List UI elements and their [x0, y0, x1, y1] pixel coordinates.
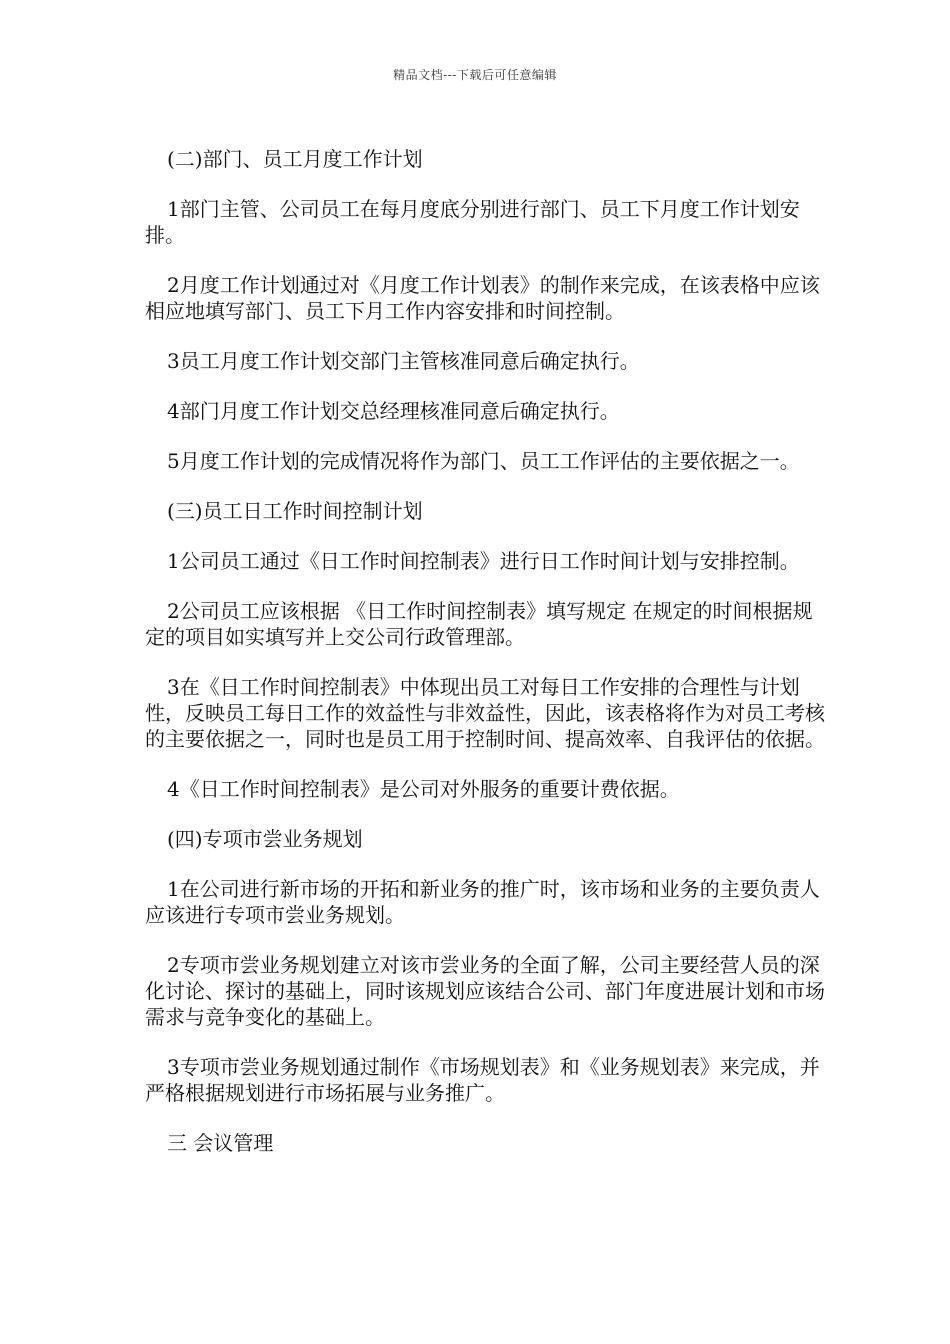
page-header: 精品文档---下载后可任意编辑	[393, 68, 557, 82]
paragraph: 1部门主管、公司员工在每月度底分别进行部门、员工下月度工作计划安排。	[145, 197, 800, 247]
section-heading: (四)专项市尝业务规划	[167, 827, 363, 851]
paragraph: 3专项市尝业务规划通过制作《市场规划表》和《业务规划表》来完成，并严格根据规划进行市场拓展与业务推广。	[145, 1055, 820, 1105]
paragraph: 3员工月度工作计划交部门主管核准同意后确定执行。	[167, 349, 640, 373]
section-heading: 三 会议管理	[167, 1131, 274, 1155]
paragraph: 2专项市尝业务规划建立对该市尝业务的全面了解，公司主要经营人员的深化讨论、探讨的基础上，同时该规划应该结合公司、部门年度进展计划和市场需求与竞争变化的基础上。	[145, 953, 825, 1029]
paragraph: 4部门月度工作计划交总经理核准同意后确定执行。	[167, 399, 620, 423]
paragraph: 2月度工作计划通过对《月度工作计划表》的制作来完成，在该表格中应该相应地填写部门、员工下月工作内容安排和时间控制。	[145, 273, 820, 323]
paragraph: 2公司员工应该根据 《日工作时间控制表》填写规定 在规定的时间根据规定的项目如实填写并上交公司行政管理部。	[145, 599, 813, 649]
section-heading: (三)员工日工作时间控制计划	[167, 499, 423, 523]
paragraph: 1公司员工通过《日工作时间控制表》进行日工作时间计划与安排控制。	[167, 549, 800, 573]
paragraph: 3在《日工作时间控制表》中体现出员工对每日工作安排的合理性与计划性，反映员工每日工作的效益性与非效益性，因此，该表格将作为对员工考核的主要依据之一，同时也是员工用于控制时间、提高效率、自我评估的依据。	[145, 675, 825, 751]
section-heading: (二)部门、员工月度工作计划	[167, 147, 423, 171]
paragraph: 1在公司进行新市场的开拓和新业务的推广时，该市场和业务的主要负责人应该进行专项市尝业务规划。	[145, 877, 820, 927]
paragraph: 4《日工作时间控制表》是公司对外服务的重要计费依据。	[167, 777, 680, 801]
paragraph: 5月度工作计划的完成情况将作为部门、员工工作评估的主要依据之一。	[167, 449, 800, 473]
document-body	[145, 146, 825, 1180]
